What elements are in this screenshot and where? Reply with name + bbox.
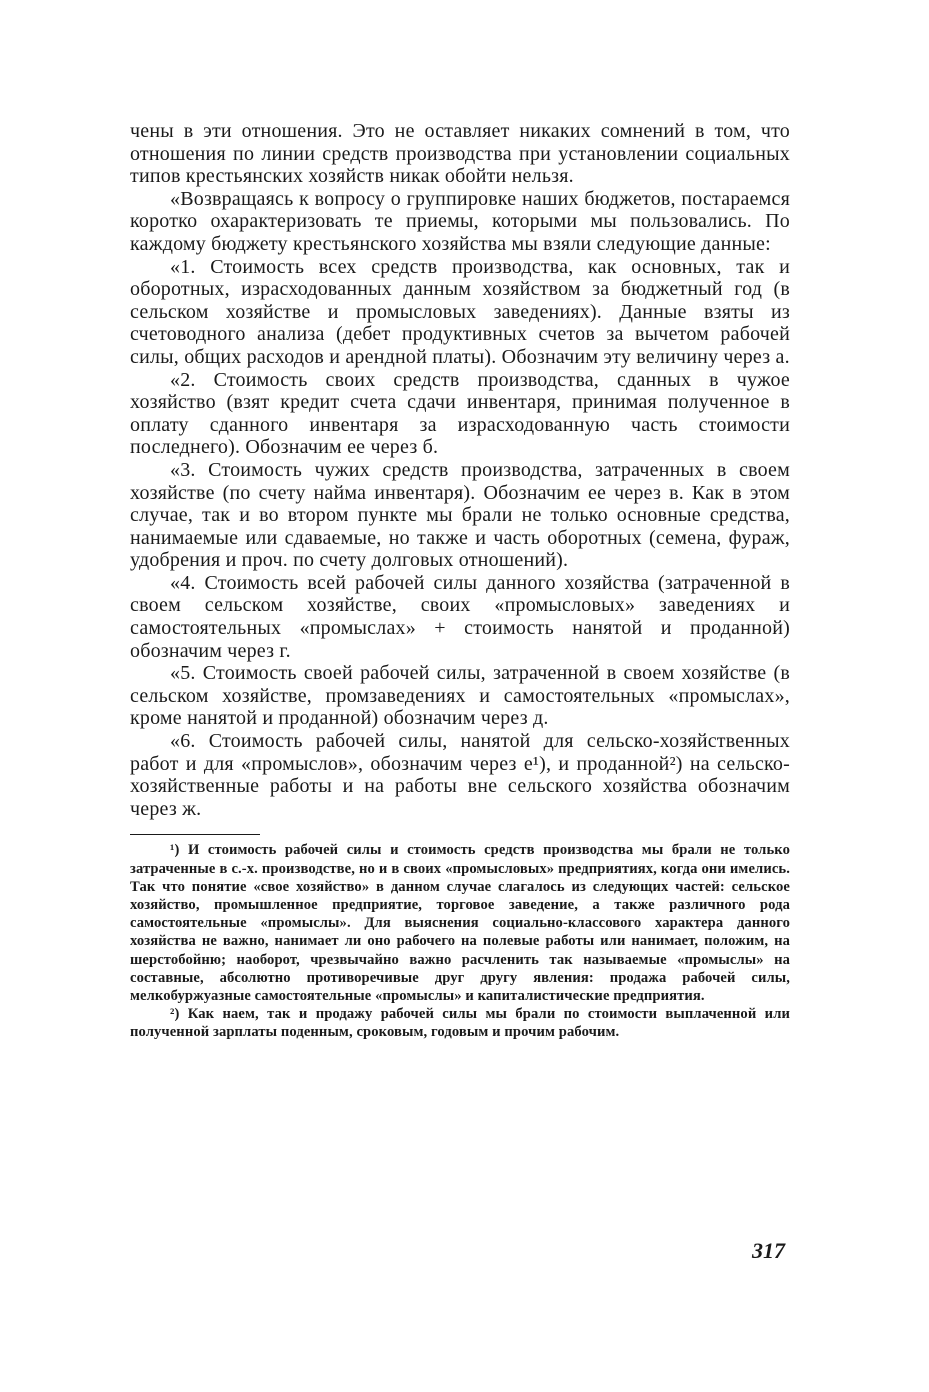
page-number: 317 bbox=[752, 1238, 785, 1263]
paragraph-1: чены в эти отношения. Это не оставляет никаких сомнений в том, что отношения по линии средств производства при установлении социальных типов крестьянских хозяйств никак обойти нельзя. bbox=[130, 120, 790, 188]
paragraph-2: «Возвращаясь к вопросу о группировке наших бюджетов, постараемся коротко охарактеризовать те приемы, которыми мы пользовались. По каждому бюджету крестьянского хозяйства мы взяли следующие данные: bbox=[130, 187, 790, 255]
paragraph-item-1: «1. Стоимость всех средств производства, как основных, так и оборотных, израсходованных данным хозяйством за бюджетный год (в сельском хозяйстве и промысловых заведениях). Данные взяты из счетоводного анализа (дебет продуктивных счетов за вычетом рабочей силы, общих расходов и арендной платы). Обозначим эту величину через а. bbox=[130, 255, 790, 368]
paragraph-item-6: «6. Стоимость рабочей силы, нанятой для сельско-хозяйственных работ и для «промыслов», обозначим через е¹), и проданной²) на сельско-хозяйственные работы и на работы вне сельского хозяйства обозначим через ж. bbox=[130, 730, 790, 820]
page-body bbox=[130, 120, 790, 1042]
paragraph-item-3: «3. Стоимость чужих средств производства, затраченных в своем хозяйстве (по счету найма инвентаря). Обозначим ее через в. Как в этом случае, так и во втором пункте мы брали не только основные средства, нанимаемые или сдаваемые, но также и часть оборотных (семена, фураж, удобрения и проч. по счету долговых отношений). bbox=[130, 458, 790, 572]
footnote-divider bbox=[130, 834, 260, 835]
paragraph-item-2: «2. Стоимость своих средств производства, сданных в чужое хозяйство (взят кредит счета сдачи инвентаря, принимая полученное в оплату сданного инвентаря за израсходованную часть стоимости последнего). Обозначим ее через б. bbox=[130, 368, 790, 459]
paragraph-item-5: «5. Стоимость своей рабочей силы, затраченной в своем хозяйстве (в сельском хозяйстве, промзаведениях и самостоятельных «промыслах», кроме нанятой и проданной) обозначим через д. bbox=[130, 662, 790, 730]
paragraph-item-4: «4. Стоимость всей рабочей силы данного хозяйства (затраченной в своем сельском хозяйстве, своих «промысловых» заведениях и самостоятельных «промыслах» + стоимость нанятой и проданной) обозначим через г. bbox=[130, 571, 790, 662]
footnote-1: ¹) И стоимость рабочей силы и стоимость средств производства мы брали не только затраченные в с.-х. производстве, но и в своих «промысловых» предприятиях, когда они имелись. Так что понятие «свое хозяйство» в данном случае слагалось из следующих частей: сельское хозяйство, промышленное предприятие, торговое заведение, а также различного рода самостоятельные «промыслы». Для выяснения социально-классового характера данного хозяйства не важно, нанимает ли оно рабочего на полевые работы или нанимает, положим, на шерстобойню; наоборот, чрезвычайно важно расчленить так называемые «промыслы» на составные, абсолютно противоречивые друг другу явления: продажа рабочей силы, мелкобуржуазные самостоятельные «промыслы» и капиталистические предприятия. bbox=[130, 842, 790, 1005]
footnote-2: ²) Как наем, так и продажу рабочей силы мы брали по стоимости выплаченной или полученной зарплаты поденным, сроковым, годовым и прочим рабочим. bbox=[130, 1006, 790, 1041]
